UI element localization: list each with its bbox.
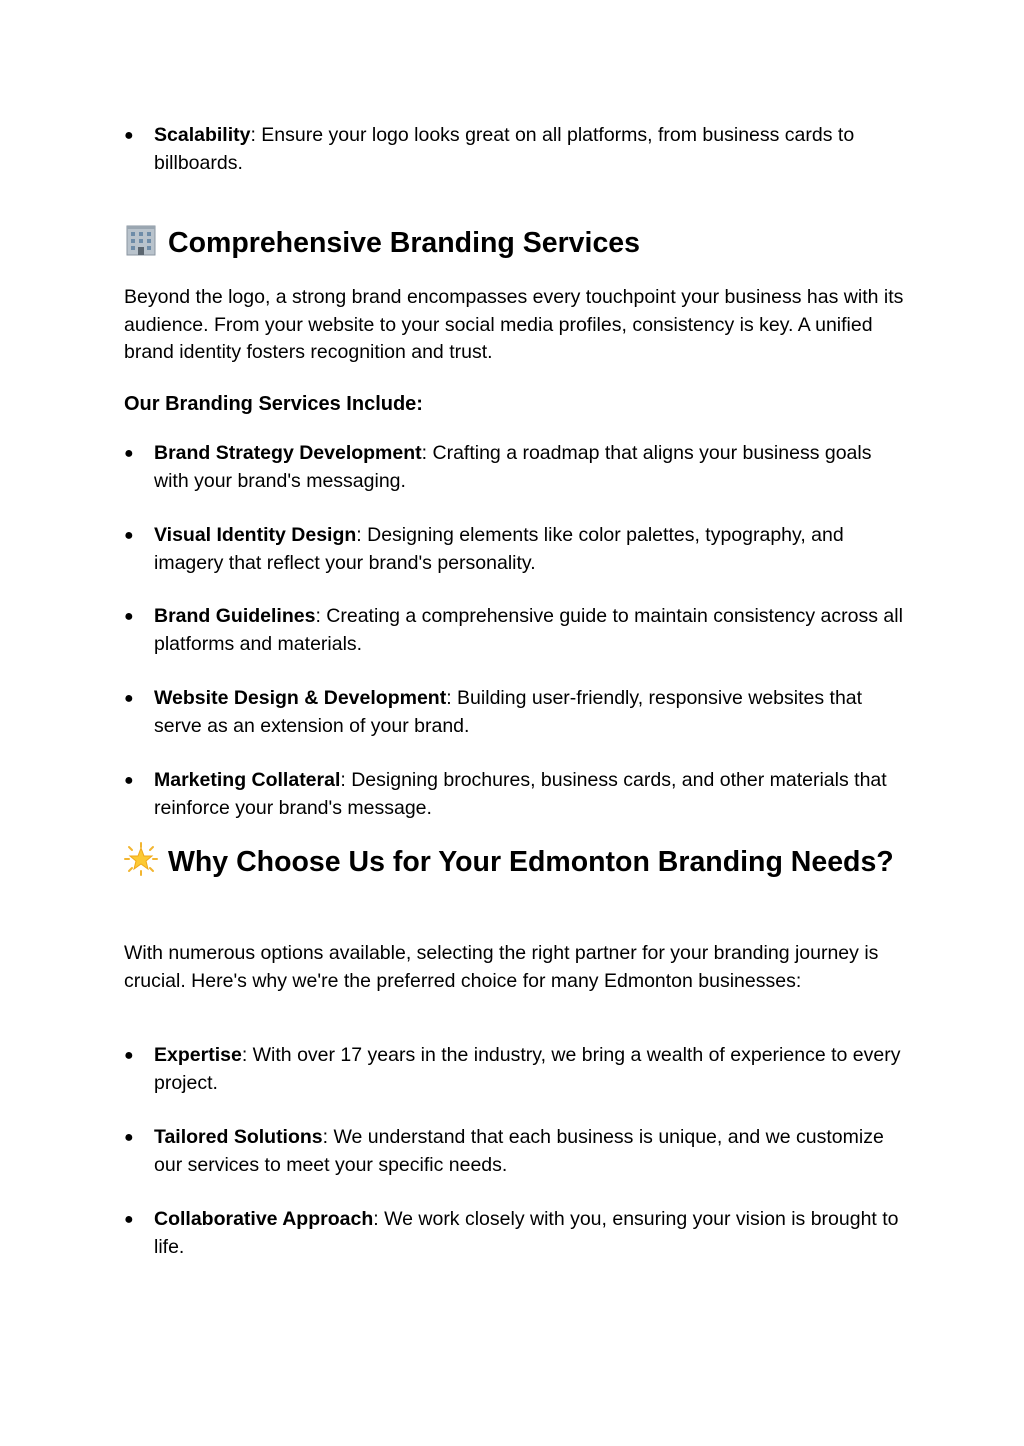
- list-item-text: : Ensure your logo looks great on all platforms, from business cards to billboards.: [154, 124, 855, 174]
- list-item-text: : Crafting a roadmap that aligns your business goals with your brand's messaging.: [154, 442, 872, 492]
- list-item: [124, 685, 904, 740]
- section-paragraph: With numerous options available, selecting the right partner for your branding journey is crucial. Here's why we're the preferred choice for many Edmonton businesses:: [124, 942, 879, 992]
- section-heading-text: Comprehensive Branding Services: [168, 227, 641, 259]
- list-item-text: : Designing brochures, business cards, and other materials that reinforce your brand's message.: [154, 769, 887, 819]
- list-item-term: Brand Strategy Development: [154, 442, 422, 464]
- list-item-term: Scalability: [154, 124, 251, 146]
- list-item-term: Brand Guidelines: [154, 605, 316, 627]
- bullet-icon: ●: [124, 1129, 134, 1146]
- list-item: [124, 1042, 904, 1097]
- section-heading-text: Why Choose Us for Your Edmonton Branding Needs?: [168, 846, 894, 878]
- list-item-text: : We work closely with you, ensuring your vision is brought to life.: [154, 1208, 899, 1258]
- bullet-icon: ●: [124, 1047, 134, 1064]
- section-heading-why-choose-us: [124, 842, 904, 881]
- list-item-term: Website Design & Development: [154, 687, 447, 709]
- bullet-icon: ●: [124, 772, 134, 789]
- list-item: [124, 122, 904, 177]
- bullet-icon: ●: [124, 690, 134, 707]
- glowing-star-icon: [124, 842, 158, 876]
- list-item-term: Visual Identity Design: [154, 524, 357, 546]
- list-item-text: : We understand that each business is unique, and we customize our services to meet your specific needs.: [154, 1126, 884, 1176]
- list-item-text: : With over 17 years in the industry, we bring a wealth of experience to every project.: [154, 1044, 901, 1094]
- bullet-icon: ●: [124, 608, 134, 625]
- list-item: [124, 1206, 904, 1261]
- list-item-term: Marketing Collateral: [154, 769, 341, 791]
- list-item-term: Tailored Solutions: [154, 1126, 323, 1148]
- bullet-icon: ●: [124, 1211, 134, 1228]
- list-item-text: : Designing elements like color palettes, typography, and imagery that reflect your brand's personality.: [154, 524, 844, 574]
- list-item-text: : Creating a comprehensive guide to maintain consistency across all platforms and materials.: [154, 605, 903, 655]
- bullet-icon: ●: [124, 127, 134, 144]
- list-item-term: Expertise: [154, 1044, 242, 1066]
- list-item: [124, 440, 904, 495]
- list-item-term: Collaborative Approach: [154, 1208, 374, 1230]
- list-item-text: : Building user-friendly, responsive websites that serve as an extension of your brand.: [154, 687, 863, 737]
- list-item: [124, 1124, 904, 1179]
- bullet-icon: ●: [124, 527, 134, 544]
- list-item: [124, 522, 904, 577]
- list-item: [124, 767, 904, 822]
- list-item: [124, 603, 904, 658]
- office-building-icon: [124, 224, 158, 256]
- bullet-icon: ●: [124, 445, 134, 462]
- section-heading-branding-services: [124, 224, 904, 262]
- section-subheading: Our Branding Services Include:: [124, 393, 423, 415]
- section-paragraph: Beyond the logo, a strong brand encompasses every touchpoint your business has with its audience. From your website to your social media profiles, consistency is key. A unified brand identity fosters recognition and trust.: [124, 286, 904, 363]
